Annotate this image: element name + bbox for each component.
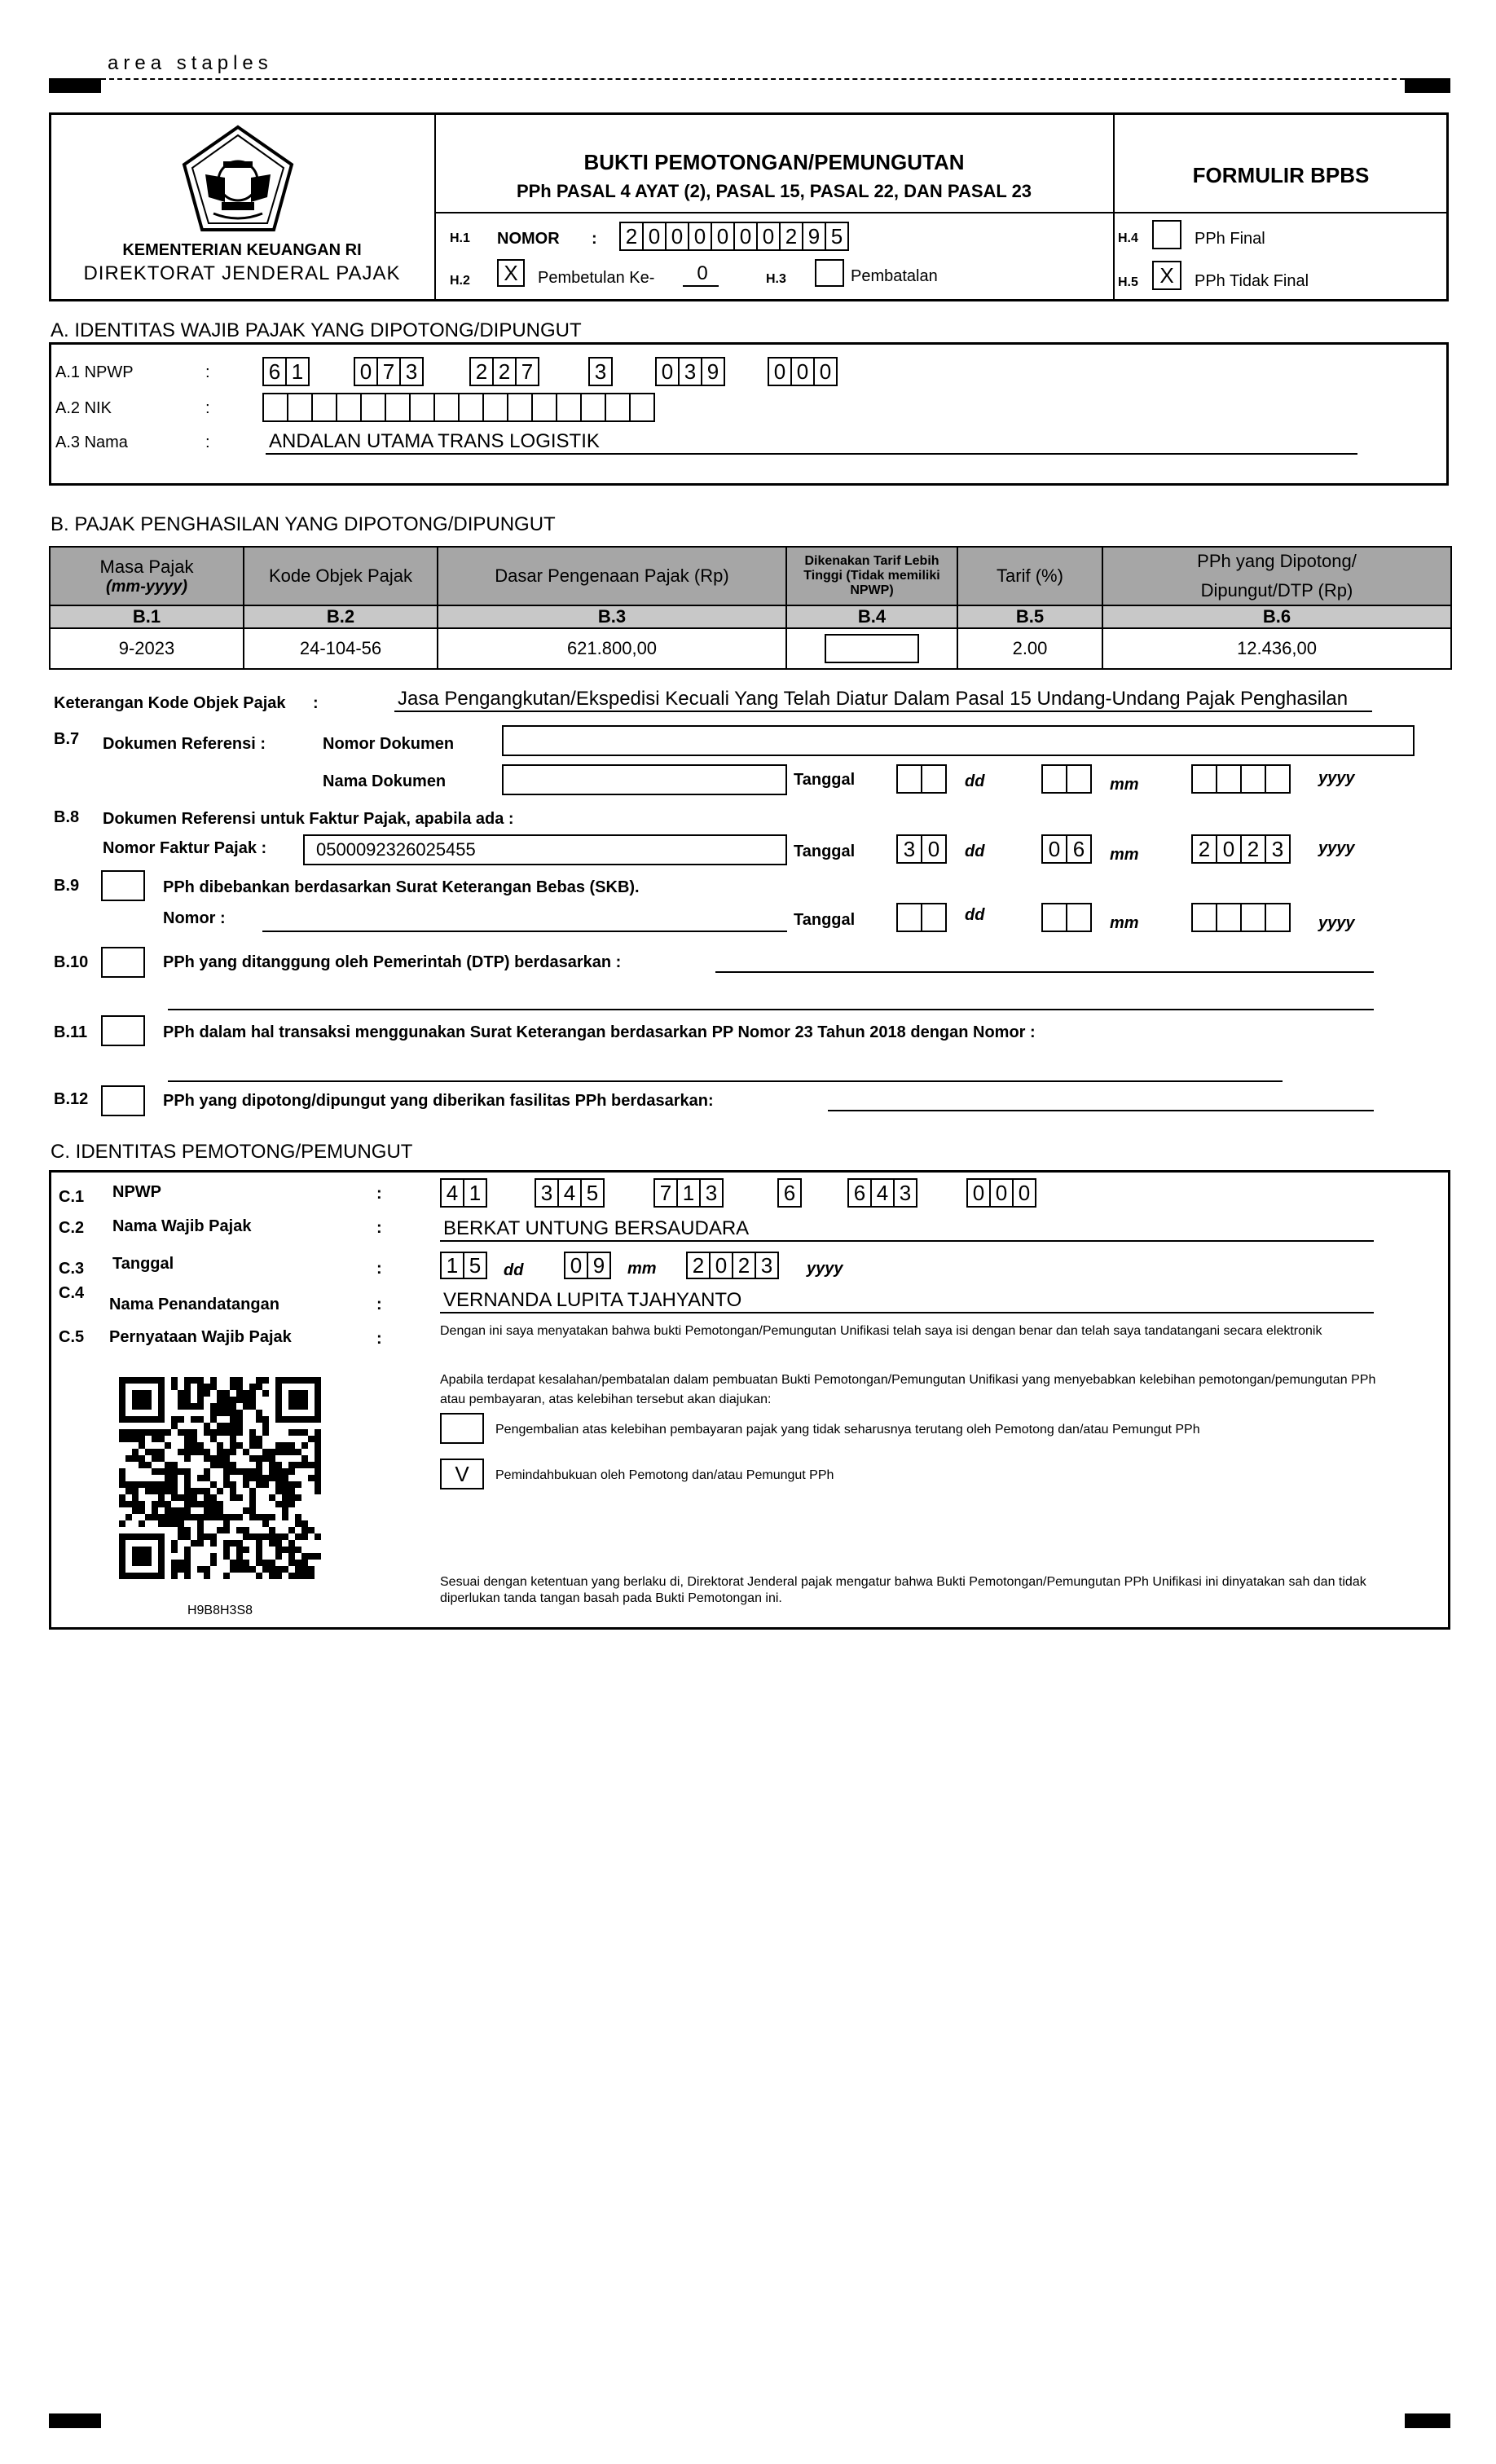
digit-cell <box>1216 903 1242 932</box>
b7-dd-cells[interactable] <box>896 764 947 794</box>
c4-colon: : <box>376 1296 382 1313</box>
digit-cell: 0 <box>756 222 781 251</box>
digit-cell <box>336 393 362 422</box>
digit-cell: 3 <box>893 1178 917 1208</box>
code-b3: B.3 <box>438 605 786 628</box>
cell-dpp: 621.800,00 <box>438 628 786 669</box>
digit-cell: 2 <box>779 222 803 251</box>
a3-label: A.3 Nama <box>55 433 128 451</box>
digit-cell <box>1265 903 1291 932</box>
code-b4: B.4 <box>786 605 957 628</box>
h5-checkbox[interactable]: X <box>1152 261 1181 290</box>
b7-tanggal-label: Tanggal <box>794 771 856 789</box>
section-b-title: B. PAJAK PENGHASILAN YANG DIPOTONG/DIPUNGUT <box>51 513 556 535</box>
th-pph-line2: Dipungut/DTP (Rp) <box>1200 580 1353 601</box>
digit-cell: 7 <box>515 357 539 386</box>
npwp-group <box>768 357 838 386</box>
digit-cell: 9 <box>701 357 725 386</box>
document-subtitle: PPh PASAL 4 AYAT (2), PASAL 15, PASAL 22, DAN PASAL 23 <box>516 181 1032 201</box>
digit-cell: 0 <box>688 222 712 251</box>
b7-label: Dokumen Referensi : <box>103 735 266 753</box>
digit-cell: 0 <box>642 222 667 251</box>
b10-label: PPh yang ditanggung oleh Pemerintah (DTP) berdasarkan : <box>163 953 622 971</box>
digit-cell: 0 <box>711 222 735 251</box>
c3-yyyy-label: yyyy <box>807 1260 843 1278</box>
digit-cell: 3 <box>1265 834 1291 864</box>
digit-cell: 1 <box>440 1252 464 1279</box>
c5-code: C.5 <box>59 1328 85 1346</box>
opt1-label: Pengembalian atas kelebihan pembayaran pajak yang tidak seharusnya terutang oleh Pemotong dan/atau Pemungut PPh <box>495 1423 1200 1437</box>
digit-cell: 1 <box>676 1178 701 1208</box>
code-b2: B.2 <box>244 605 438 628</box>
ket-label: Keterangan Kode Objek Pajak <box>54 694 286 712</box>
h2-checkbox[interactable]: X <box>497 259 525 287</box>
c3-yyyy-cells <box>686 1252 779 1279</box>
digit-cell <box>1240 903 1266 932</box>
digit-cell: 3 <box>699 1178 724 1208</box>
b9-tanggal-label: Tanggal <box>794 911 856 929</box>
npwp-group <box>354 357 424 386</box>
b9-code: B.9 <box>54 877 80 895</box>
header-divider-2 <box>1113 112 1115 301</box>
nama-dokumen-label: Nama Dokumen <box>323 772 447 790</box>
b7-mm-label: mm <box>1110 776 1139 794</box>
nomor-faktur-label: Nomor Faktur Pajak : <box>103 839 267 857</box>
b7-yyyy-label: yyyy <box>1318 769 1355 787</box>
c2-code: C.2 <box>59 1219 85 1237</box>
th-pph <box>1102 547 1451 605</box>
digit-cell <box>507 393 533 422</box>
digit-cell: 9 <box>587 1252 611 1279</box>
b10-code: B.10 <box>54 953 89 971</box>
pernyataan-text: Dengan ini saya menyatakan bahwa bukti Pemotongan/Pemungutan Unifikasi telah saya isi dengan benar dan telah saya tandatangani secara elektronik <box>440 1324 1322 1338</box>
digit-cell <box>629 393 655 422</box>
b8-yyyy-label: yyyy <box>1318 839 1355 857</box>
nomor-faktur-input[interactable]: 0500092326025455 <box>303 834 787 865</box>
b11-line <box>168 1080 1283 1082</box>
ministry-name: KEMENTERIAN KEUANGAN RI <box>122 241 362 259</box>
ket-value: Jasa Pengangkutan/Ekspedisi Kecuali Yang Telah Diatur Dalam Pasal 15 Undang-Undang Pajak Penghasilan <box>394 688 1372 712</box>
digit-cell <box>921 764 947 794</box>
a2-colon: : <box>205 399 210 417</box>
digit-cell <box>360 393 386 422</box>
h1-colon: : <box>592 230 597 248</box>
digit-cell: 6 <box>262 357 287 386</box>
b9-mm-label: mm <box>1110 914 1139 932</box>
qr-code-text: H9B8H3S8 <box>187 1604 253 1617</box>
c4-code: C.4 <box>59 1284 85 1302</box>
b9-yyyy-label: yyyy <box>1318 914 1355 932</box>
c1-code: C.1 <box>59 1188 85 1206</box>
b11-checkbox[interactable] <box>101 1015 145 1046</box>
opt2-checkbox[interactable]: V <box>440 1459 484 1489</box>
digit-cell <box>1066 903 1092 932</box>
npwp-group <box>847 1178 917 1208</box>
h2-value: 0 <box>683 262 719 287</box>
digit-cell: 1 <box>463 1178 487 1208</box>
digit-cell: 3 <box>755 1252 779 1279</box>
c3-dd-cells <box>440 1252 487 1279</box>
b7-yyyy-cells[interactable] <box>1191 764 1291 794</box>
c3-label: Tanggal <box>112 1255 174 1273</box>
h4-label: PPh Final <box>1195 230 1265 248</box>
digit-cell: 4 <box>870 1178 895 1208</box>
th-kode-objek: Kode Objek Pajak <box>244 547 438 605</box>
digit-cell <box>385 393 411 422</box>
digit-cell <box>896 764 922 794</box>
digit-cell <box>1041 764 1067 794</box>
digit-cell: 2 <box>686 1252 711 1279</box>
c1-colon: : <box>376 1185 382 1203</box>
h3-checkbox[interactable] <box>815 259 844 287</box>
digit-cell <box>1265 764 1291 794</box>
th-tarif-lebih: Dikenakan Tarif Lebih Tinggi (Tidak memiliki NPWP) <box>786 547 957 605</box>
a3-colon: : <box>205 433 210 451</box>
c3-code: C.3 <box>59 1260 85 1278</box>
digit-cell: 0 <box>966 1178 991 1208</box>
nama-dokumen-input[interactable] <box>502 764 787 795</box>
digit-cell: 5 <box>463 1252 487 1279</box>
document-title: BUKTI PEMOTONGAN/PEMUNGUTAN <box>583 150 965 174</box>
digit-cell: 4 <box>557 1178 582 1208</box>
kesalahan-text: Apabila terdapat kesalahan/pembatalan dalam pembuatan Bukti Pemotongan/Pemungutan Unifikasi yang menyebabkan kelebihan pemotongan/pemungutan PPh atau pembayaran, atas kelebihan tersebut akan diajukan: <box>440 1373 1376 1406</box>
digit-cell: 2 <box>619 222 644 251</box>
th-dpp: Dasar Pengenaan Pajak (Rp) <box>438 547 786 605</box>
digit-cell <box>1191 764 1217 794</box>
npwp-group <box>777 1178 802 1208</box>
th-pph-line1: PPh yang Dipotong/ <box>1197 551 1357 571</box>
npwp-group <box>653 1178 724 1208</box>
c2-colon: : <box>376 1219 382 1237</box>
section-c-title: C. IDENTITAS PEMOTONG/PEMUNGUT <box>51 1141 413 1163</box>
b8-tanggal-label: Tanggal <box>794 843 856 860</box>
c1-label: NPWP <box>112 1183 161 1201</box>
digit-cell: 2 <box>469 357 494 386</box>
c3-mm-label: mm <box>627 1260 657 1278</box>
h3-label: Pembatalan <box>851 267 938 285</box>
b8-yyyy-cells[interactable] <box>1191 834 1291 864</box>
h1-code: H.1 <box>450 231 470 245</box>
b9-checkbox[interactable] <box>101 870 145 901</box>
b9-label: PPh dibebankan berdasarkan Surat Keterangan Bebas (SKB). <box>163 878 640 896</box>
npwp-group <box>469 357 539 386</box>
a2-label: A.2 NIK <box>55 399 112 417</box>
npwp-group <box>588 357 613 386</box>
nomor-dokumen-label: Nomor Dokumen <box>323 735 455 753</box>
digit-cell <box>896 903 922 932</box>
b7-mm-cells[interactable] <box>1041 764 1092 794</box>
digit-cell <box>433 393 460 422</box>
c3-colon: : <box>376 1260 382 1278</box>
c3-dd-label: dd <box>504 1261 524 1279</box>
h5-code: H.5 <box>1118 275 1138 289</box>
digit-cell: 3 <box>678 357 702 386</box>
digit-cell: 6 <box>847 1178 872 1208</box>
digit-cell: 5 <box>825 222 849 251</box>
b8-code: B.8 <box>54 808 80 826</box>
section-a-title: A. IDENTITAS WAJIB PAJAK YANG DIPOTONG/DIPUNGUT <box>51 319 582 341</box>
nomor-digits <box>619 222 849 251</box>
b12-code: B.12 <box>54 1090 89 1108</box>
digit-cell: 3 <box>535 1178 559 1208</box>
a1-label: A.1 NPWP <box>55 363 134 381</box>
corner-mark-bottom-left <box>49 2413 101 2428</box>
h1-label: NOMOR <box>497 230 560 248</box>
digit-cell: 6 <box>777 1178 802 1208</box>
b8-dd-cells[interactable] <box>896 834 947 864</box>
h4-code: H.4 <box>1118 231 1138 245</box>
nomor-dokumen-input[interactable] <box>502 725 1415 756</box>
digit-cell: 0 <box>354 357 378 386</box>
cell-pph: 12.436,00 <box>1102 628 1451 669</box>
b8-label: Dokumen Referensi untuk Faktur Pajak, apabila ada : <box>103 810 514 828</box>
digit-cell <box>1066 764 1092 794</box>
b9-nomor-line <box>262 931 787 932</box>
section-a-frame <box>49 342 1449 486</box>
digit-cell: 0 <box>813 357 838 386</box>
digit-cell: 0 <box>790 357 815 386</box>
opt1-checkbox[interactable] <box>440 1413 484 1444</box>
digit-cell: 0 <box>921 834 947 864</box>
b9-dd-label: dd <box>965 906 985 924</box>
digit-cell: 0 <box>655 357 680 386</box>
digit-cell <box>1240 764 1266 794</box>
digit-cell: 7 <box>376 357 401 386</box>
b11-label: PPh dalam hal transaksi menggunakan Surat Keterangan berdasarkan PP Nomor 23 Tahun 2018 dengan Nomor : <box>163 1023 1036 1041</box>
digit-cell: 3 <box>896 834 922 864</box>
b11-code: B.11 <box>54 1023 88 1041</box>
digit-cell <box>580 393 606 422</box>
digit-cell: 0 <box>1012 1178 1036 1208</box>
digit-cell <box>1191 903 1217 932</box>
digit-cell <box>1216 764 1242 794</box>
cell-tarif-lebih <box>786 628 957 669</box>
digit-cell: 3 <box>399 357 424 386</box>
code-row <box>50 605 1451 628</box>
digit-cell: 0 <box>709 1252 733 1279</box>
b10-line-2 <box>168 1009 1374 1010</box>
digit-cell: 0 <box>989 1178 1014 1208</box>
b7-dd-label: dd <box>965 772 985 790</box>
header-divider-1 <box>434 112 436 301</box>
staple-line <box>101 78 1405 80</box>
b7-code: B.7 <box>54 730 80 748</box>
b12-label: PPh yang dipotong/dipungut yang diberikan fasilitas PPh berdasarkan: <box>163 1092 714 1110</box>
code-b5: B.5 <box>957 605 1102 628</box>
b9-dd-cells[interactable] <box>896 903 947 932</box>
digit-cell: 2 <box>1240 834 1266 864</box>
digit-cell: 0 <box>1041 834 1067 864</box>
digit-cell: 7 <box>653 1178 678 1208</box>
cell-kode: 24-104-56 <box>244 628 438 669</box>
code-b1: B.1 <box>50 605 244 628</box>
npwp-group <box>440 1178 487 1208</box>
digit-cell: 2 <box>1191 834 1217 864</box>
section-b-table <box>49 546 1452 670</box>
c3-mm-cells <box>564 1252 611 1279</box>
digit-cell: 0 <box>733 222 758 251</box>
code-b6: B.6 <box>1102 605 1451 628</box>
garuda-emblem-icon <box>181 124 295 235</box>
digit-cell: 0 <box>564 1252 588 1279</box>
npwp-group <box>535 1178 605 1208</box>
staples-label: area staples <box>108 52 273 74</box>
digit-cell: 2 <box>492 357 517 386</box>
footer-note: Sesuai dengan ketentuan yang berlaku di, Direktorat Jenderal pajak mengatur bahwa Bukti Pemotongan/Pemungutan PPh Unifikasi ini dinyatakan sah dan tidak diperlukan tanda tangan basah pada Bukti Pemotongan ini. <box>440 1575 1366 1605</box>
a1-colon: : <box>205 363 210 381</box>
digit-cell <box>287 393 313 422</box>
digit-cell <box>311 393 337 422</box>
opt2-label: Pemindahbukuan oleh Pemotong dan/atau Pemungut PPh <box>495 1468 834 1482</box>
b12-line <box>828 1110 1374 1111</box>
digit-cell <box>409 393 435 422</box>
directorate-name: DIREKTORAT JENDERAL PAJAK <box>83 262 401 284</box>
th-masa-label: Masa Pajak <box>99 556 194 577</box>
h4-checkbox[interactable] <box>1152 220 1181 249</box>
form-name: FORMULIR BPBS <box>1192 163 1370 187</box>
digit-cell: 9 <box>802 222 826 251</box>
b8-mm-cells[interactable] <box>1041 834 1092 864</box>
b9-yyyy-cells[interactable] <box>1191 903 1291 932</box>
h2-code: H.2 <box>450 274 470 288</box>
nik-field[interactable] <box>262 393 655 422</box>
b9-mm-cells[interactable] <box>1041 903 1092 932</box>
digit-cell: 0 <box>768 357 792 386</box>
digit-cell: 5 <box>580 1178 605 1208</box>
digit-cell <box>605 393 631 422</box>
corner-mark-top-left <box>49 78 101 93</box>
b10-checkbox[interactable] <box>101 947 145 978</box>
cell-tarif: 2.00 <box>957 628 1102 669</box>
qr-code-icon <box>119 1377 321 1579</box>
tarif-lebih-checkbox[interactable] <box>825 634 919 663</box>
corner-mark-bottom-right <box>1405 2413 1450 2428</box>
npwp-group <box>262 357 310 386</box>
h3-code: H.3 <box>766 272 786 286</box>
cell-masa: 9-2023 <box>50 628 244 669</box>
b8-mm-label: mm <box>1110 846 1139 864</box>
ket-colon: : <box>313 694 319 712</box>
b9-nomor-label: Nomor : <box>163 909 226 927</box>
digit-cell <box>482 393 508 422</box>
th-masa-pajak <box>50 547 244 605</box>
corner-mark-top-right <box>1405 78 1450 93</box>
npwp-group <box>655 357 725 386</box>
c4-label: Nama Penandatangan <box>109 1296 279 1313</box>
digit-cell <box>921 903 947 932</box>
nama-wp-value: BERKAT UNTUNG BERSAUDARA <box>440 1217 1374 1242</box>
digit-cell: 2 <box>732 1252 756 1279</box>
c5-colon: : <box>376 1330 382 1348</box>
npwp-group <box>966 1178 1036 1208</box>
header-hline <box>434 212 1449 213</box>
b10-line-1 <box>715 971 1374 973</box>
penandatangan-value: VERNANDA LUPITA TJAHYANTO <box>440 1289 1374 1313</box>
th-tarif: Tarif (%) <box>957 547 1102 605</box>
th-masa-sub: (mm-yyyy) <box>105 577 188 596</box>
digit-cell: 0 <box>1216 834 1242 864</box>
digit-cell <box>458 393 484 422</box>
digit-cell: 6 <box>1066 834 1092 864</box>
b8-dd-label: dd <box>965 843 985 860</box>
c5-label: Pernyataan Wajib Pajak <box>109 1328 292 1346</box>
digit-cell: 4 <box>440 1178 464 1208</box>
table-row <box>50 628 1451 669</box>
digit-cell <box>531 393 557 422</box>
h5-label: PPh Tidak Final <box>1195 272 1309 290</box>
digit-cell: 3 <box>588 357 613 386</box>
digit-cell <box>262 393 288 422</box>
nama-a-value: ANDALAN UTAMA TRANS LOGISTIK <box>266 430 1357 455</box>
digit-cell: 1 <box>285 357 310 386</box>
b12-checkbox[interactable] <box>101 1085 145 1116</box>
digit-cell <box>1041 903 1067 932</box>
h2-label: Pembetulan Ke- <box>538 269 655 287</box>
digit-cell: 0 <box>665 222 689 251</box>
c2-label: Nama Wajib Pajak <box>112 1217 252 1235</box>
digit-cell <box>556 393 582 422</box>
